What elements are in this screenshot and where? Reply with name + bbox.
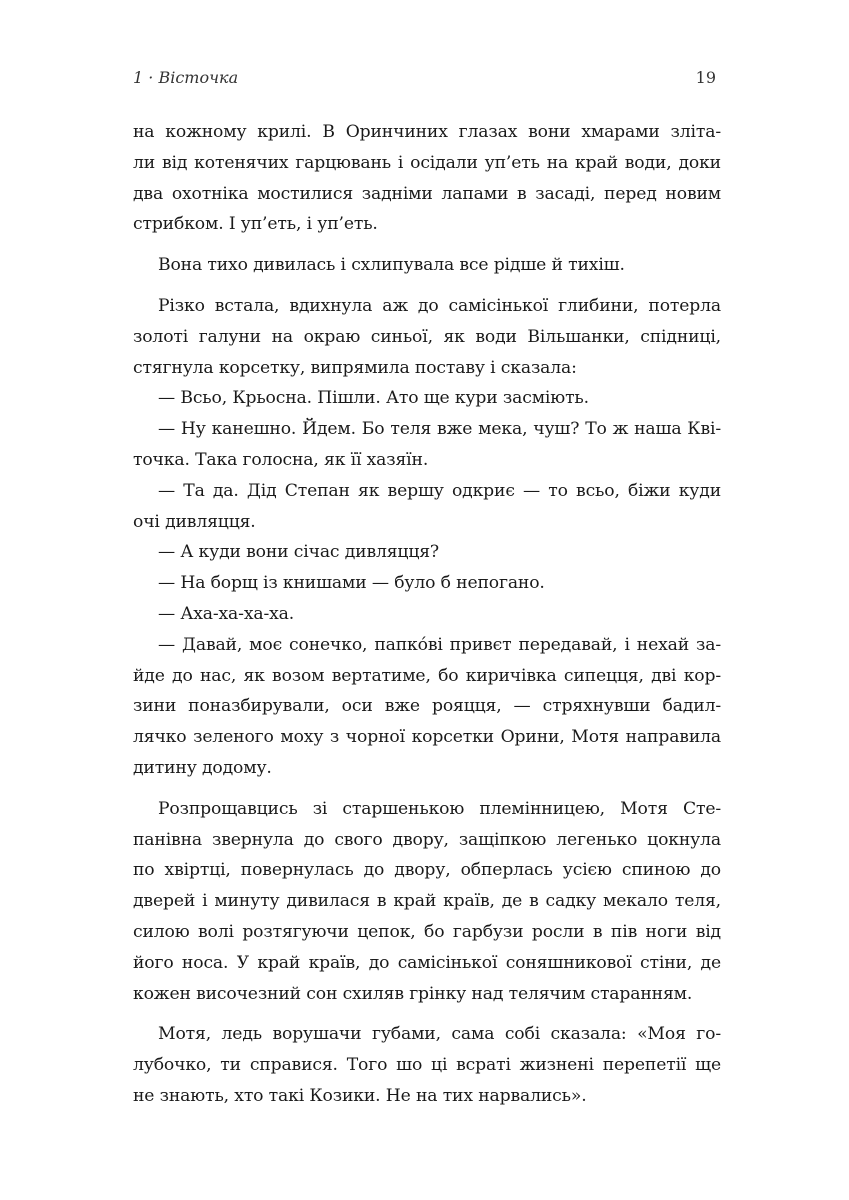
text-line: золоті галуни на окраю синьої, як води Вільшанки, спідниці, [133,326,721,347]
text-line: панівна звернула до свого двору, защіпкою легенько цокнула [133,829,721,850]
text-line: ли від котенячих гарцювань і осідали уп’еть на край води, доки [133,152,721,173]
body-text [133,117,721,1112]
text-line: Різко встала, вдихнула аж до самісінької глибини, потерла [158,295,721,316]
page-number: 19 [695,68,716,87]
text-line: кожен височезний сон схиляв грінку над телячим старанням. [133,983,693,1004]
text-line: Вона тихо дивилась і схлипувала все рідше й тихіш. [158,255,625,276]
text-line: дверей і минуту дивилася в край країв, де в садку мекало теля, [133,891,721,912]
text-line: точка. Така голосна, як її хазяїн. [133,449,429,470]
text-line: лубочко, ти справися. Того шо ці всраті жизнені перепетії ще [133,1055,721,1076]
text-line: — Давай, моє сонечко, папко́ві привєт передавай, і нехай за- [158,634,721,655]
text-line: Розпрощавцись зі старшенькою племінницею, Мотя Сте- [158,798,721,819]
text-line: — Всьо, Крьосна. Пішли. Ато ще кури засміють. [158,388,589,409]
text-line: силою волі розтягуючи цепок, бо гарбузи росли в пів ноги від [133,921,721,942]
text-line: дитину додому. [133,757,272,778]
text-line: очі дивляцця. [133,511,256,532]
text-line: — На борщ із книшами — було б непогано. [158,573,545,594]
text-line: — А куди вони січас дивляцця? [158,542,439,563]
text-line: — Аха-ха-ха-ха. [158,603,295,624]
text-line: його носа. У край країв, до самісінької соняшникової стіни, де [133,952,721,973]
text-line: стрибком. І уп’еть, і уп’еть. [133,214,378,235]
text-line: йде до нас, як возом вертатиме, бо киричівка сипецця, дві кор- [133,665,721,686]
running-head: 1 · Вісточка [133,68,239,87]
text-line: не знають, хто такі Козики. Не на тих нарвались». [133,1085,587,1106]
text-line: Мотя, ледь ворушачи губами, сама собі сказала: «Моя го- [158,1024,721,1045]
text-line: два охотніка мостилися задніми лапами в засаді, перед новим [133,183,721,204]
text-line: лячко зеленого моху з чорної корсетки Орини, Мотя направила [133,727,721,748]
text-line: — Ну канешно. Йдем. Бо теля вже мека, чуш? То ж наша Кві- [158,419,721,440]
text-line: стягнула корсетку, випрямила поставу і сказала: [133,357,577,378]
text-line: по хвіртці, повернулась до двору, обперлась усією спиною до [133,860,721,881]
text-line: — Та да. Дід Степан як вершу одкриє — то всьо, біжи куди [158,480,721,501]
text-line: зини поназбирували, оси вже рояцця, — стряхнувши бадил- [133,696,721,717]
text-line: на кожному крилі. В Оринчиних глазах вони хмарами зліта- [133,122,721,142]
